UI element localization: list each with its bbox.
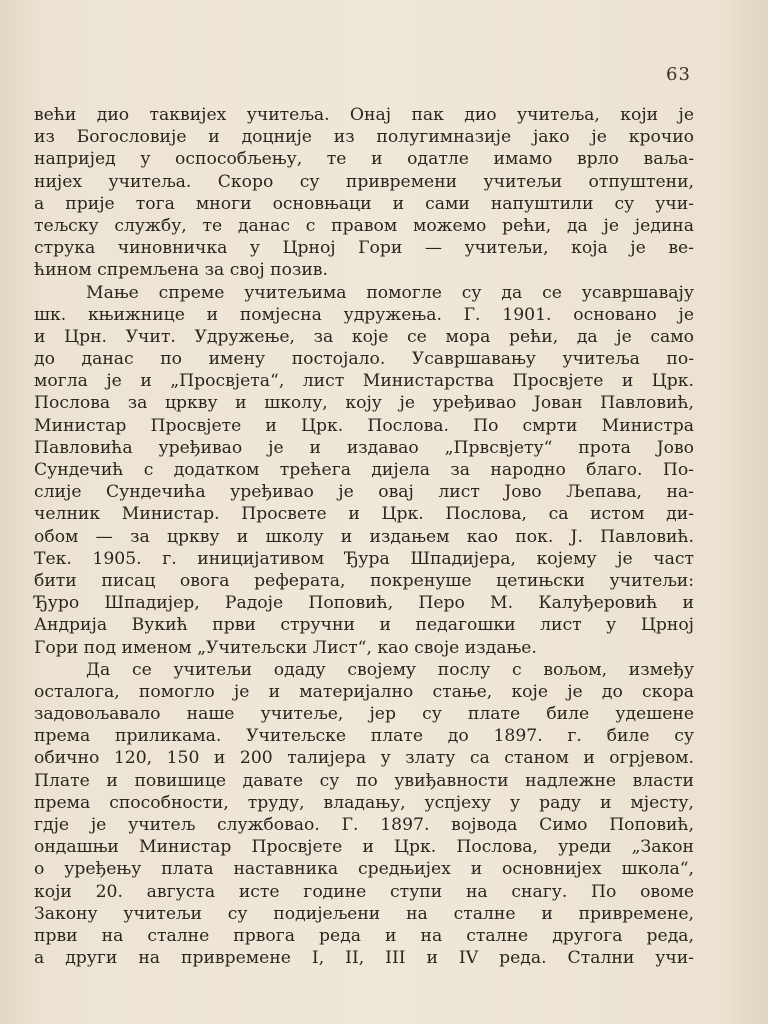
text-line: могла је и „Просвјета“, лист Министарства Просвјете и Црк. <box>34 371 694 392</box>
text-line: задовољавало наше учитеље, јер су плате биле удешене <box>34 704 694 725</box>
text-line: струка чиновничка у Црној Гори — учитељи, која је ве- <box>34 238 694 259</box>
text-line: Да се учитељи одаду својему послу с вољом, између <box>86 659 694 680</box>
text-line: шк. књижнице и помјесна удружења. Г. 1901. основано је <box>34 304 694 325</box>
text-line: слије Сундечића уређивао је овај лист Јово Љепава, на- <box>34 482 694 503</box>
text-line: тељску службу, те данас с правом можемо рећи, да је једина <box>34 215 694 236</box>
text-line: и Црн. Учит. Удружење, за које се мора рећи, да је само <box>34 326 694 347</box>
text-line: обом — за цркву и школу и издањем као пок. Ј. Павловић. <box>34 526 694 547</box>
text-line: већи дио таквијех учитеља. Онај пак дио учитеља, који је <box>34 105 694 125</box>
text-line: Ђуро Шпадијер, Радоје Поповић, Перо М. Калуђеровић и <box>34 593 694 614</box>
text-line: према способности, труду, владању, успјеху у раду и мјесту, <box>34 792 694 813</box>
text-line: напријед у оспособљењу, те и одатле имамо врло ваља- <box>34 149 694 170</box>
text-line: челник Министар. Просвете и Црк. Послова, са истом ди- <box>34 504 694 525</box>
text-line: Сундечић с додатком трећега дијела за народно благо. По- <box>34 460 694 480</box>
text-line: први на сталне првога реда и на сталне другога реда, <box>34 925 694 946</box>
text-line: осталога, помогло је и материјално стање, које је до скора <box>34 681 694 702</box>
text-line: Гори под именом „Учитељски Лист“, као своје издање. <box>34 637 537 658</box>
text-line: ондашњи Министар Просвјете и Црк. Послова, уреди „Закон <box>34 837 694 858</box>
text-line: Тек. 1905. г. иницијативом Ђура Шпадијера, којему је част <box>34 548 694 569</box>
text-line: Мање спреме учитељима помогле су да се усавршавају <box>86 282 694 303</box>
text-line: Министар Просвјете и Црк. Послова. По смрти Министра <box>34 415 694 436</box>
text-line: Павловића уређивао је и издавао „Првсвјету“ прота Јово <box>34 437 694 458</box>
text-line: а прије тога многи основњаци и сами напуштили су учи- <box>34 193 694 214</box>
text-line: ћином спремљена за свој позив. <box>34 260 328 281</box>
text-line: Андрија Вукић први стручни и педагошки лист у Црној <box>34 615 694 636</box>
text-line: о уређењу плата наставника средњијех и основнијех школа“, <box>34 859 694 880</box>
text-line: до данас по имену постојало. Усавршавању учитеља по- <box>34 349 694 370</box>
text-line: из Богословије и доцније из полугимназије јако је крочио <box>34 127 694 148</box>
body-text <box>34 104 694 969</box>
text-line: Закону учитељи су подијељени на сталне и привремене, <box>34 903 694 924</box>
text-line: бити писац овога реферата, покренуше цетињски учитељи: <box>34 570 694 591</box>
page-number: 63 <box>666 64 691 85</box>
text-line: Плате и повишице давате су по увиђавности надлежне власти <box>34 770 694 791</box>
text-line: а други на привремене I, II, III и IV реда. Стални учи- <box>34 948 694 969</box>
text-line: гдје је учитељ службовао. Г. 1897. војвода Симо Поповић, <box>34 815 694 835</box>
text-line: обично 120, 150 и 200 талијера у злату са станом и огрјевом. <box>34 748 694 769</box>
text-line: Послова за цркву и школу, коју је уређивао Јован Павловић, <box>34 393 694 414</box>
text-line: према приликама. Учитељске плате до 1897. г. биле су <box>34 726 694 747</box>
text-line: нијех учитеља. Скоро су привремени учитељи отпуштени, <box>34 171 694 192</box>
text-line: који 20. августа исте године ступи на снагу. По овоме <box>34 881 694 902</box>
